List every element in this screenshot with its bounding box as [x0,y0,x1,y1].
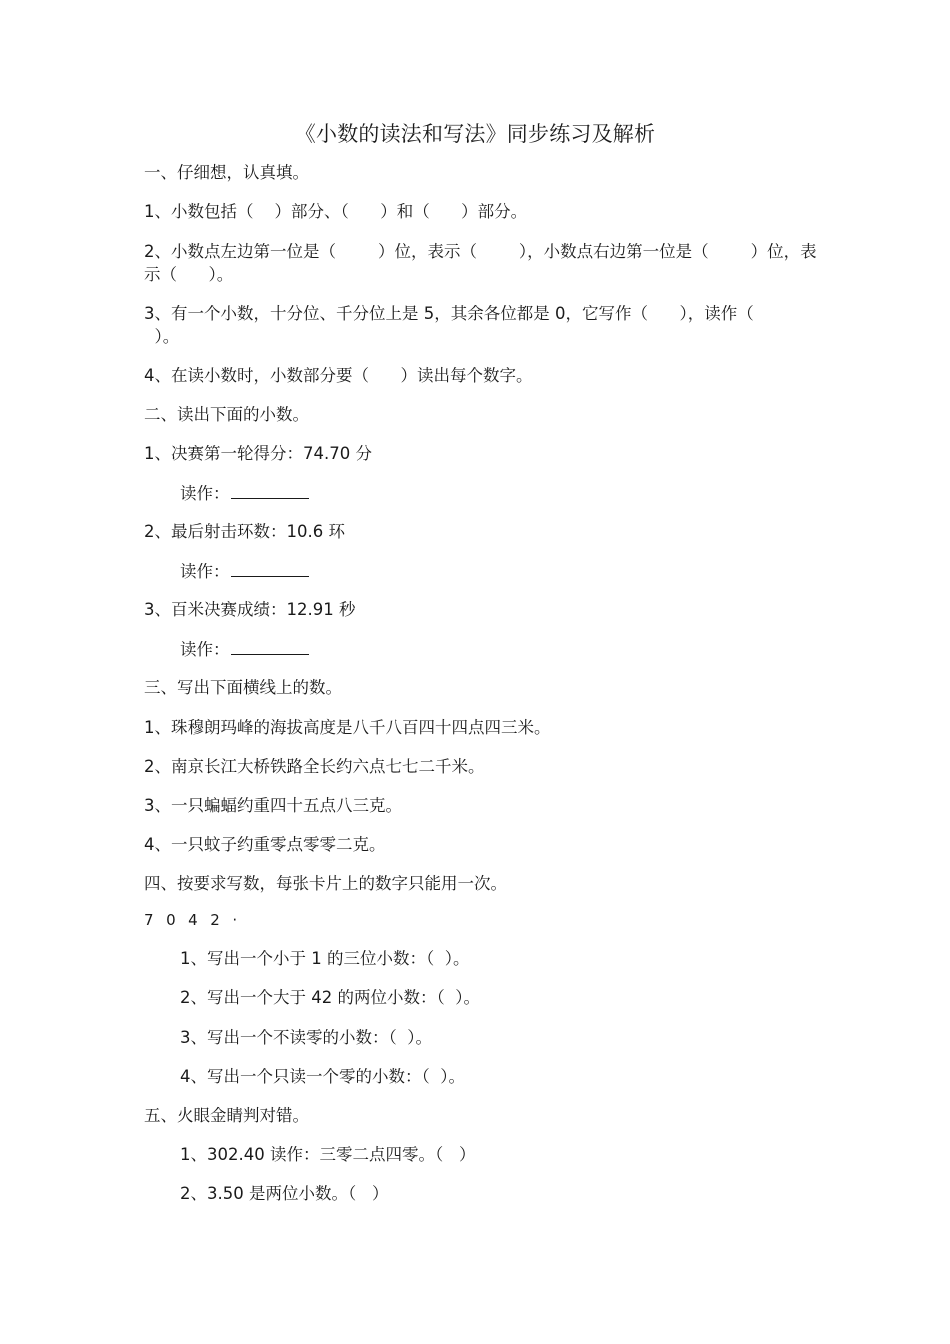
read-answer-row-1 [180,481,850,505]
section-2-question-3: 3、百米决赛成绩：12.91 秒 [144,600,356,619]
section-3-question-3: 3、一只蝙蝠约重四十五点八三克。 [144,796,402,815]
section-3-question-4: 4、一只蚊子约重零点零零二克。 [144,835,386,854]
section-5-question-2: 2、3.50 是两位小数。（ ） [180,1184,389,1203]
section-4-question-2: 2、写出一个大于 42 的两位小数：（ ）。 [180,988,480,1007]
section-3-heading: 三、写出下面横线上的数。 [144,678,342,697]
section-1-heading: 一、仔细想，认真填。 [144,163,309,182]
read-label: 读作： [180,484,230,503]
answer-blank-2[interactable] [231,559,309,577]
read-label: 读作： [180,562,230,581]
section-2-question-2: 2、最后射击环数：10.6 环 [144,522,345,541]
section-4-heading: 四、按要求写数，每张卡片上的数字只能用一次。 [144,874,507,893]
section-1-question-1: 1、小数包括（ ）部分、（ ）和（ ）部分。 [144,202,528,221]
section-4-question-1: 1、写出一个小于 1 的三位小数：（ ）。 [180,949,470,968]
section-1-question-3-line-1: 3、有一个小数，十分位、千分位上是 5，其余各位都是 0，它写作（ ），读作（ [144,304,754,323]
answer-blank-1[interactable] [231,481,309,499]
section-1-question-4: 4、在读小数时，小数部分要（ ）读出每个数字。 [144,366,533,385]
section-3-question-2: 2、南京长江大桥铁路全长约六点七七二千米。 [144,757,485,776]
read-label: 读作： [180,640,230,659]
section-1-question-2-line-1: 2、小数点左边第一位是（ ）位，表示（ ），小数点右边第一位是（ ）位，表 [144,242,817,261]
section-3-question-1: 1、珠穆朗玛峰的海拔高度是八千八百四十四点四三米。 [144,718,551,737]
page-title: 《小数的读法和写法》同步练习及解析 [294,122,656,146]
section-4-question-3: 3、写出一个不读零的小数：（ ）。 [180,1028,432,1047]
section-4-question-4: 4、写出一个只读一个零的小数：（ ）。 [180,1067,465,1086]
read-answer-row-2 [180,559,850,583]
answer-blank-3[interactable] [231,637,309,655]
number-cards: 7 0 4 2 · [144,911,239,929]
section-1-question-2-line-2: 示（ ）。 [144,265,234,284]
section-5-question-1: 1、302.40 读作：三零二点四零。（ ） [180,1145,476,1164]
section-2-question-1: 1、决赛第一轮得分：74.70 分 [144,444,372,463]
read-answer-row-3 [180,637,850,661]
section-1-question-3-line-2: ）。 [144,327,180,346]
section-5-heading: 五、火眼金睛判对错。 [144,1106,309,1125]
section-2-heading: 二、读出下面的小数。 [144,405,309,424]
